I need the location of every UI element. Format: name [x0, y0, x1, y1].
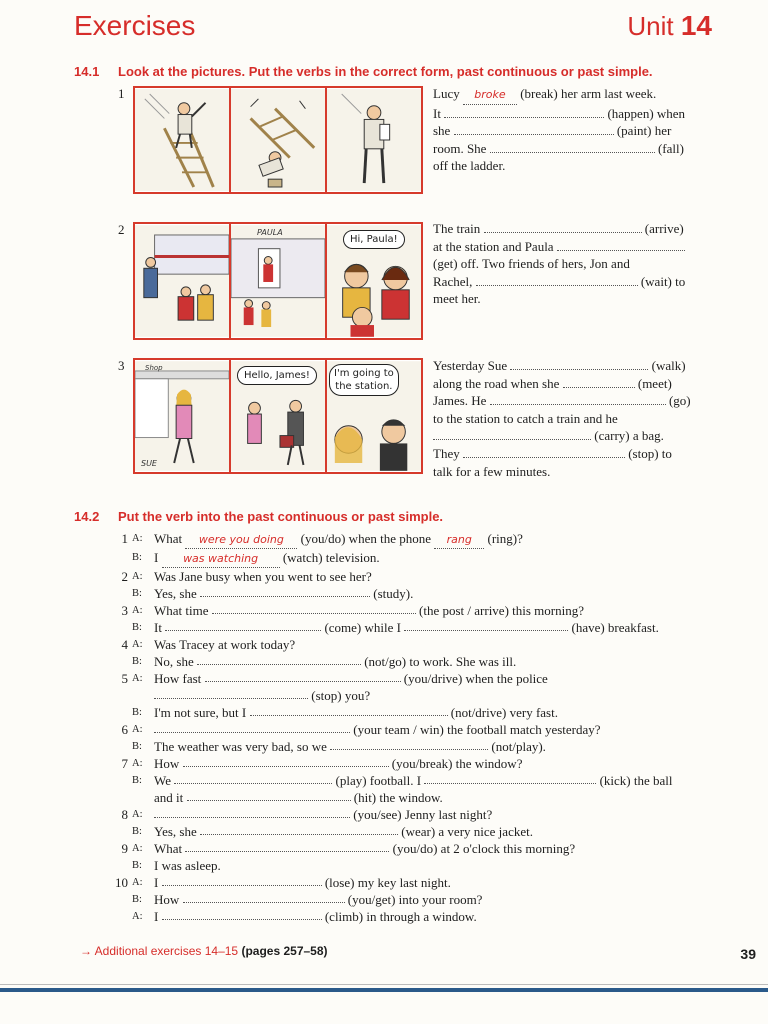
- arrow-icon: →: [80, 944, 92, 958]
- question-5-a: 5 A: How fast (you/drive) when the police: [121, 671, 548, 686]
- answer-blank[interactable]: [433, 428, 591, 440]
- answer-blank[interactable]: [557, 239, 685, 251]
- answer-blank[interactable]: [197, 653, 361, 665]
- exercise-14-2-title: 14.2 Put the verb into the past continuous or past simple.: [74, 509, 444, 524]
- answer-blank[interactable]: [154, 687, 308, 699]
- picture-frame: [135, 224, 231, 338]
- question-6-a: 6 A: (your team / win) the football match yesterday?: [121, 722, 601, 737]
- answer-blank[interactable]: [200, 585, 370, 597]
- picture-strip-1: [133, 86, 423, 194]
- question-9-a: 9 A: What (you/do) at 2 o'clock this morning?: [121, 841, 576, 856]
- falling-illustration: [231, 88, 325, 192]
- sue-label: SUE: [141, 459, 157, 468]
- page-title: Exercises: [74, 10, 196, 41]
- unit-label: Unit 14: [627, 10, 712, 41]
- answer-blank[interactable]: [454, 123, 614, 135]
- question-2-a: 2 A: Was Jane busy when you went to see her?: [121, 569, 372, 584]
- question-3-a: 3 A: What time (the post / arrive) this morning?: [121, 603, 585, 618]
- question-7-b-cont: and it (hit) the window.: [154, 790, 443, 805]
- question-9-b: B: I was asleep.: [132, 858, 221, 873]
- answer-blank[interactable]: [185, 840, 389, 852]
- question-5-a-cont: (stop) you?: [112, 687, 722, 704]
- panel-3-text: Yesterday Sue (walk) along the road when she (meet) James. He (go) to the station to catch a train and he (carry) a bag. They (stop) to talk for a few minutes.: [433, 358, 691, 479]
- picture-frame: [327, 88, 421, 192]
- answer-blank[interactable]: [490, 393, 666, 405]
- answer-blank[interactable]: [463, 446, 625, 458]
- panel-number-1: 1: [118, 86, 125, 101]
- answer-blank[interactable]: [484, 221, 642, 233]
- answer-blank[interactable]: [174, 772, 332, 784]
- answer-blank[interactable]: [187, 789, 351, 801]
- page-number: 39: [740, 946, 756, 962]
- exercise-14-1-title: 14.1 Look at the pictures. Put the verbs in the correct form, past continuous or past simple.: [74, 64, 653, 79]
- question-1-b: B: I was watching (watch) television.: [112, 549, 722, 568]
- picture-frame: [135, 88, 231, 192]
- answer-blank[interactable]: [404, 619, 568, 631]
- question-10-c: A: I (climb) in through a window.: [132, 909, 477, 924]
- exercise-14-2-list: [112, 530, 722, 925]
- answer-blank[interactable]: [154, 721, 350, 733]
- picture-frame: [231, 360, 327, 472]
- broken-arm-illustration: [327, 88, 421, 192]
- question-10-a: 10 A: I (lose) my key last night.: [115, 875, 451, 890]
- question-5-b: B: I'm not sure, but I (not/drive) very fast.: [132, 705, 558, 720]
- answer-blank[interactable]: [250, 704, 448, 716]
- answer-blank[interactable]: [476, 274, 638, 286]
- question-4-a: 4 A: Was Tracey at work today?: [121, 637, 296, 652]
- picture-frame: [327, 224, 421, 338]
- speech-bubble: Hello, James!: [237, 366, 317, 385]
- question-7-a: 7 A: How (you/break) the window?: [121, 756, 523, 771]
- picture-frame: [231, 88, 327, 192]
- paula-label: PAULA: [257, 228, 283, 237]
- question-2-b: B: Yes, she (study).: [132, 586, 414, 601]
- answer-blank[interactable]: [563, 376, 635, 388]
- panel-number-2: 2: [118, 222, 125, 237]
- panel-2-text: The train (arrive) at the station and Paula (get) off. Two friends of hers, Jon and Rachel, (wait) to meet her.: [433, 221, 686, 307]
- panel-number-3: 3: [118, 358, 125, 373]
- answer-blank[interactable]: [162, 874, 322, 886]
- picture-frame: [327, 360, 421, 472]
- answer-blank[interactable]: [510, 358, 648, 370]
- answer-blank[interactable]: [330, 738, 488, 750]
- divider: [0, 984, 768, 985]
- question-7-b: B: We (play) football. I (kick) the ball: [132, 773, 673, 788]
- question-6-b: B: The weather was very bad, so we (not/play).: [132, 739, 546, 754]
- picture-strip-2: [133, 222, 423, 340]
- shop-sign-label: Shop: [145, 364, 163, 372]
- question-1-a: 1 A: What were you doing (you/do) when the phone rang (ring)?: [112, 530, 722, 549]
- sue-walking-illustration: [135, 360, 229, 472]
- question-10-b: B: How (you/get) into your room?: [132, 892, 483, 907]
- picture-strip-3: [133, 358, 423, 474]
- bottom-border: [0, 988, 768, 992]
- answer-blank[interactable]: [154, 806, 350, 818]
- answer-blank[interactable]: [444, 106, 604, 118]
- ladder-painting-illustration: [135, 88, 229, 192]
- picture-frame: [135, 360, 231, 472]
- answer-broke: broke: [474, 88, 506, 101]
- answer-blank[interactable]: [205, 670, 401, 682]
- answer-blank[interactable]: [183, 755, 389, 767]
- question-8-b: B: Yes, she (wear) a very nice jacket.: [132, 824, 533, 839]
- picture-frame: [231, 224, 327, 338]
- paula-arriving-illustration: [231, 224, 325, 338]
- panel-1-text: Lucy broke (break) her arm last week. It (happen) when she (paint) her room. She (fall) off the ladder.: [433, 86, 686, 174]
- answer-blank[interactable]: [165, 619, 321, 631]
- speech-bubble: I'm going to the station.: [329, 364, 399, 396]
- question-3-b: B: It (come) while I (have) breakfast.: [132, 620, 659, 635]
- answer-blank[interactable]: [183, 891, 345, 903]
- question-4-b: B: No, she (not/go) to work. She was ill.: [132, 654, 517, 669]
- train-station-illustration: [135, 224, 229, 338]
- answer-blank[interactable]: [162, 908, 322, 920]
- answer-blank[interactable]: [424, 772, 596, 784]
- answer-blank[interactable]: [212, 602, 416, 614]
- additional-exercises-link[interactable]: → Additional exercises 14–15 (pages 257–58): [80, 944, 328, 958]
- answer-blank[interactable]: [200, 823, 398, 835]
- question-8-a: 8 A: (you/see) Jenny last night?: [121, 807, 493, 822]
- answer-blank[interactable]: [490, 141, 655, 153]
- speech-bubble: Hi, Paula!: [343, 230, 405, 249]
